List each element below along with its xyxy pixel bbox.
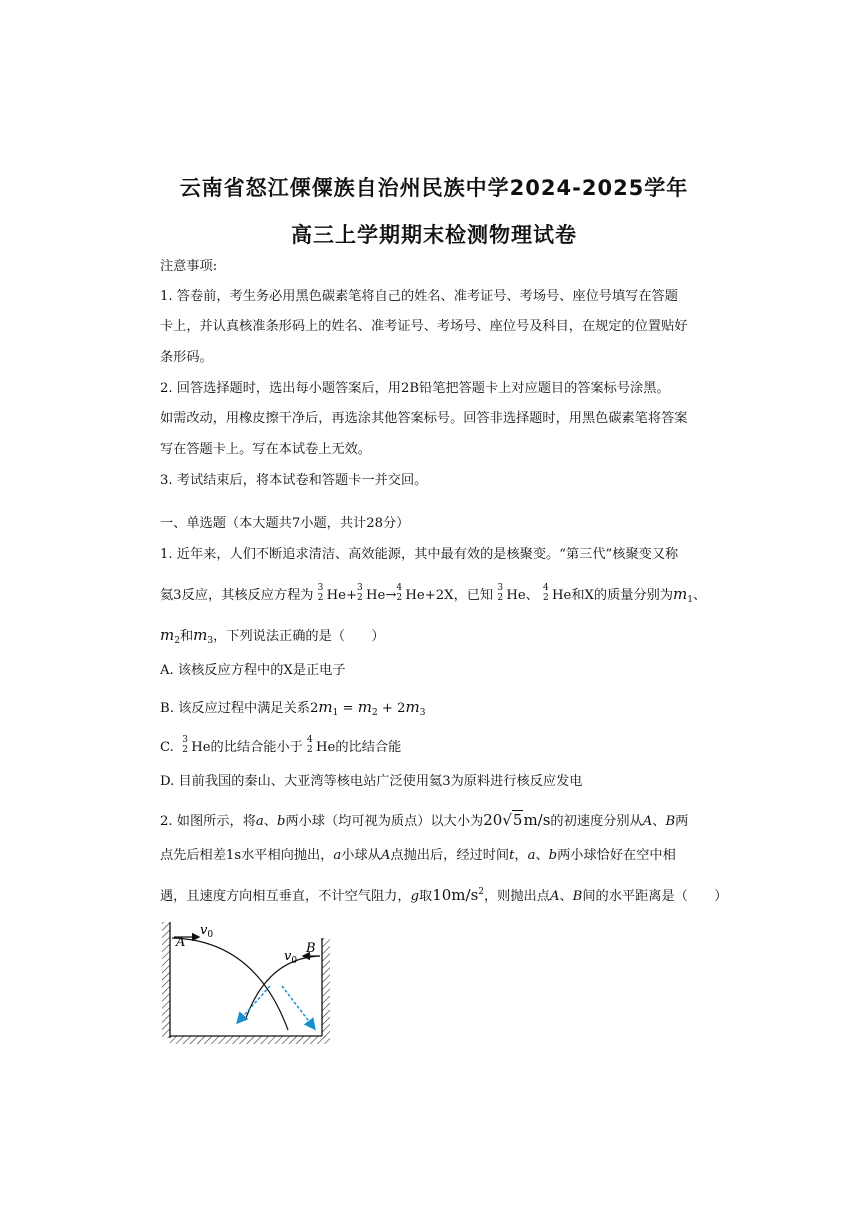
notice-line: 如需改动，用橡皮擦干净后，再选涂其他答案标号。回答非选择题时，用黑色碳素笔将答案: [160, 411, 688, 426]
trajectory-a: [172, 938, 288, 1030]
label-v0-b: $v_0$: [284, 949, 298, 966]
notice-line: 卡上，并认真核准条形码上的姓名、准考证号、考场号、座位号及科目，在规定的位置贴好: [160, 319, 688, 334]
exam-title-line1: 云南省怒江傈僳族自治州民族中学2024-2025学年: [179, 176, 689, 200]
q1-line1: 1. 近年来，人们不断追求清洁、高效能源，其中最有效的是核聚变。“第三代”核聚变又称: [160, 547, 679, 562]
notice-line: 写在答题卡上。写在本试卷上无效。: [160, 442, 371, 457]
notice-line: 2. 回答选择题时，选出每小题答案后，用2B铅笔把答题卡上对应题目的答案标号涂黑。: [160, 381, 670, 396]
notice-line: 1. 答卷前，考生务必用黑色碳素笔将自己的姓名、准考证号、考场号、座位号填写在答题: [160, 289, 678, 304]
exam-title-line2: 高三上学期期末检测物理试卷: [291, 223, 577, 247]
q1-option-a: A. 该核反应方程中的X是正电子: [160, 663, 346, 678]
label-B: B: [306, 941, 316, 956]
q2-line2: 点先后相差1s水平相向抛出，a小球从A点抛出后，经过时间t，a、b两小球恰好在空中相: [160, 848, 676, 863]
velocity-direction-arrow-right: [282, 986, 314, 1028]
left-wall-hatch: [162, 922, 170, 1038]
velocity-direction-arrow-left: [238, 986, 270, 1022]
q1-option-c: C. 3 2 He的比结合能小于 4 2 He的比结合能: [160, 735, 402, 755]
notice-line: 3. 考试结束后，将本试卷和答题卡一并交回。: [160, 473, 428, 488]
projectile-figure: [160, 918, 340, 1050]
notice-line: 条形码。: [160, 350, 213, 365]
q2-line3: 遇，且速度方向相互垂直，不计空气阻力，g取$10m/s^2$，则抛出点A、B间的水平距离是（ ）: [160, 886, 728, 904]
section-heading: 一、单选题（本大题共7小题，共计28分）: [160, 516, 410, 531]
q1-line2: 氦3反应，其核反应方程为 3 2 He+ 3 2 He→ 4 2 He+2X，已知 3 2 He、 4 2 He和X的质量分别为$m_1$、: [160, 583, 707, 605]
q1-option-d: D. 目前我国的秦山、大亚湾等核电站广泛使用氦3为原料进行核反应发电: [160, 774, 583, 789]
right-wall-hatch: [322, 938, 330, 1038]
notice-heading: 注意事项:: [160, 259, 218, 274]
label-v0-a: $v_0$: [200, 923, 214, 940]
label-A: A: [176, 935, 186, 950]
q2-line1: 2. 如图所示，将a、b两小球（均可视为质点）以大小为20√5m/s的初速度分别从A、B两: [160, 811, 689, 829]
ground-hatch: [170, 1036, 330, 1044]
q1-line3: $m_2$和$m_3$，下列说法正确的是（ ）: [160, 626, 385, 646]
q1-option-b: B. 该反应过程中满足关系$2m_1 = m_2 + 2m_3$: [160, 698, 426, 718]
